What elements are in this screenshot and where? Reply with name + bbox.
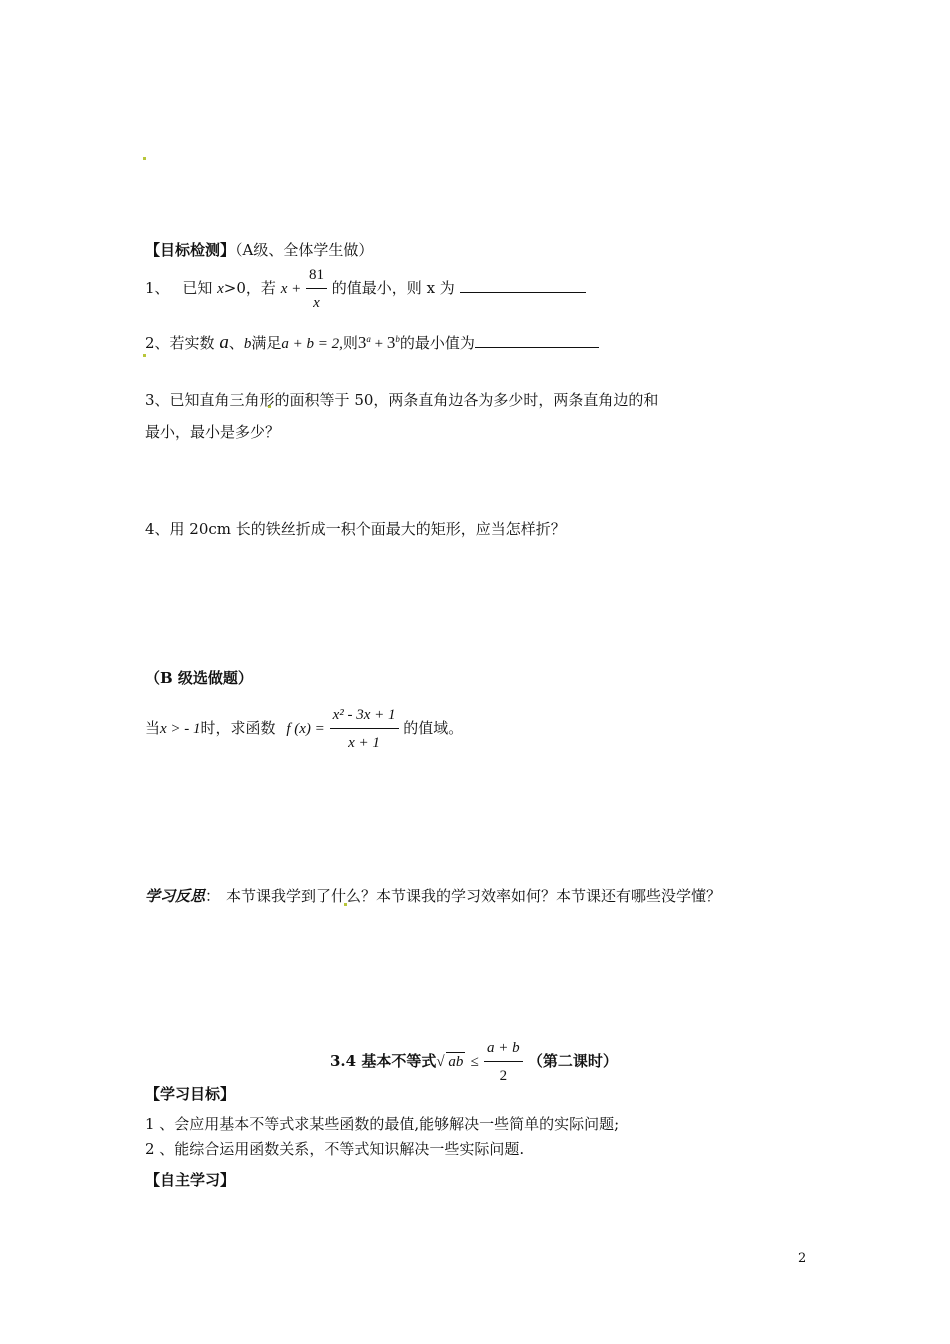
marker-dot	[143, 354, 146, 357]
math-var: a	[219, 332, 229, 353]
question-text: 的值最小，则 x 为	[331, 279, 455, 297]
reflection-text: 本节课我学到了什么？本节课我的学习效率如何？本节课还有哪些没学懂？	[226, 887, 722, 905]
question-text: 已知	[182, 279, 213, 297]
math-operator: ≤	[470, 1054, 479, 1070]
question-3-line-2: 最小，最小是多少？	[145, 423, 281, 441]
fraction-numerator: 81	[306, 264, 327, 289]
reflection-label: 学习反思	[145, 887, 206, 905]
question-2	[145, 333, 599, 352]
answer-blank[interactable]	[475, 333, 599, 348]
question-text: 的值域。	[403, 719, 464, 737]
math-expr: x > - 1	[160, 721, 201, 737]
question-1	[145, 264, 586, 314]
lesson-title	[330, 1037, 618, 1087]
section-a-note: （A级、全体学生做）	[235, 241, 374, 259]
question-text: 则	[342, 334, 358, 352]
fraction-numerator: x² - 3x + 1	[330, 704, 399, 729]
question-text: 、	[228, 334, 244, 352]
fraction-numerator: a + b	[484, 1037, 523, 1062]
section-a-heading: 【目标检测】	[145, 241, 236, 259]
sqrt-radicand: ab	[448, 1054, 464, 1070]
math-exponent: a	[366, 334, 371, 344]
fraction	[306, 264, 327, 314]
goals-heading: 【学习目标】	[145, 1085, 236, 1103]
lesson-title-text: 3.4 基本不等式	[330, 1052, 437, 1070]
math-base: 3	[386, 333, 396, 352]
sqrt-expression: √ ab	[436, 1054, 464, 1070]
answer-blank[interactable]	[460, 278, 586, 293]
fraction	[330, 704, 399, 754]
fraction-denominator: x	[313, 295, 320, 311]
question-text: 满足	[251, 334, 282, 352]
math-operator: +	[370, 336, 387, 352]
question-text: 当	[145, 719, 161, 737]
self-study-heading: 【自主学习】	[145, 1171, 236, 1189]
goal-item: 1 、会应用基本不等式求某些函数的最值,能够解决一些简单的实际问题;	[145, 1115, 620, 1133]
math-base: 3	[357, 333, 367, 352]
marker-dot	[143, 157, 146, 160]
reflection-line	[145, 889, 721, 904]
question-4: 4、用 20cm 长的铁丝折成一积个面最大的矩形，应当怎样折？	[145, 520, 566, 538]
reflection-colon: ：	[205, 887, 221, 905]
question-text: 时，求函数	[200, 719, 276, 737]
section-b-question	[145, 704, 463, 754]
fraction-denominator: 2	[499, 1068, 508, 1084]
math-expr: a + b = 2,	[281, 336, 343, 352]
question-number: 2	[145, 334, 155, 352]
fraction-denominator: x + 1	[348, 735, 380, 751]
math-expr: f (x) =	[286, 721, 325, 737]
question-3-line-1: 3、已知直角三角形的面积等于 50，两条直角边各为多少时，两条直角边的和	[145, 391, 659, 409]
math-var: x	[217, 281, 224, 297]
question-text: 、若实数	[154, 334, 215, 352]
section-a-heading-line	[145, 243, 373, 258]
question-text: 的最小值为	[399, 334, 475, 352]
page-number: 2	[798, 1251, 807, 1266]
math-var: b	[243, 336, 252, 352]
lesson-title-suffix: （第二课时）	[527, 1052, 618, 1070]
section-b-heading: （B 级选做题）	[145, 669, 253, 687]
math-exponent: b	[395, 334, 400, 344]
question-number: 1、	[145, 279, 170, 297]
math-expr: x +	[280, 281, 302, 297]
fraction	[484, 1037, 523, 1087]
question-text: >0，若	[223, 279, 276, 297]
goal-item: 2 、能综合运用函数关系，不等式知识解决一些实际问题.	[145, 1140, 525, 1158]
